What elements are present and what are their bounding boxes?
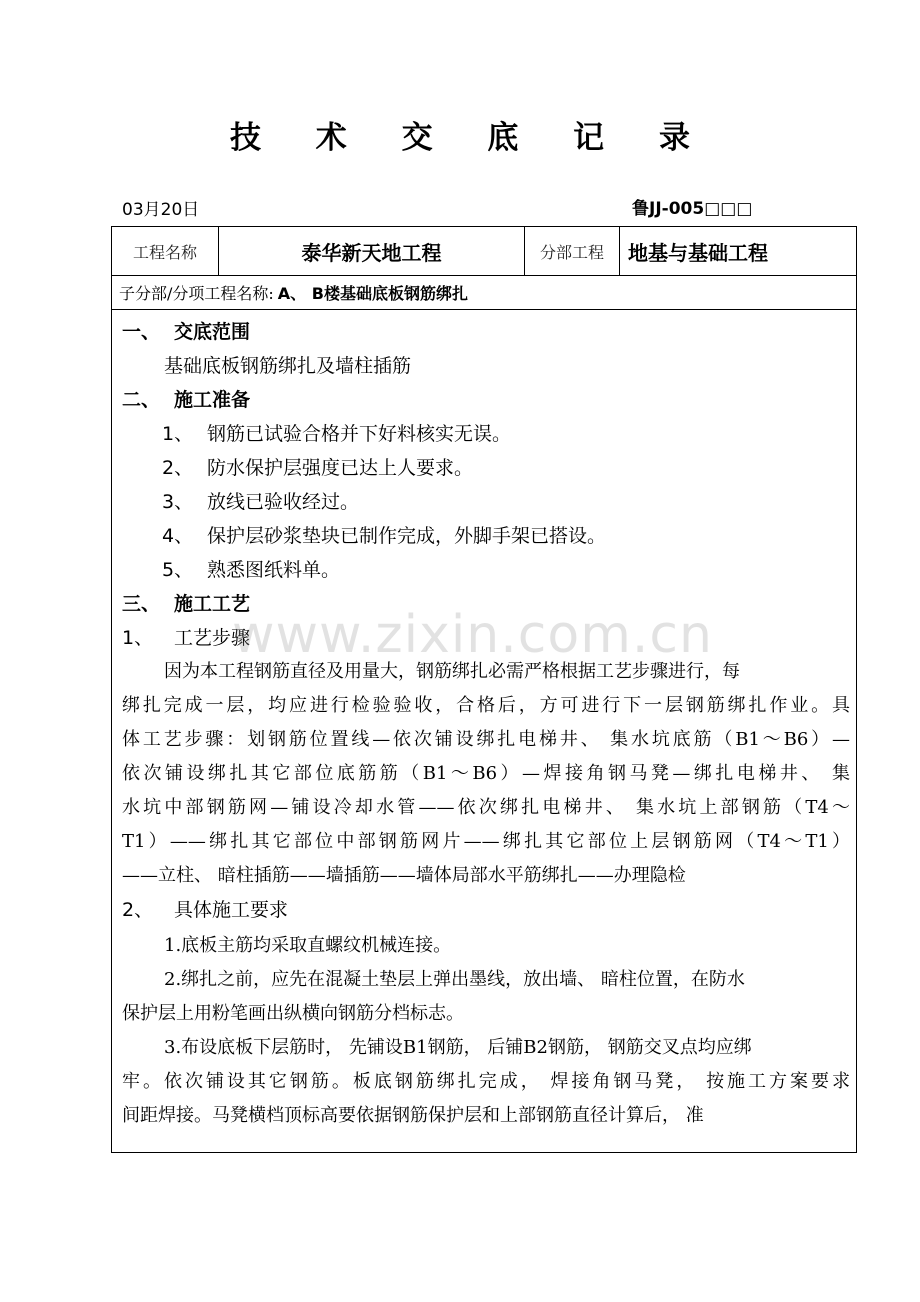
prep-item: 2、 防水保护层强度已达上人要求。 <box>162 457 474 479</box>
section-3-heading: 三、 施工工艺 <box>122 593 251 615</box>
section-1-text: 基础底板钢筋绑扎及墙柱插筋 <box>164 355 412 377</box>
date-text: 03月20日 <box>122 200 200 220</box>
process-paragraph-line: 绑扎完成一层，均应进行检验验收，合格后，方可进行下一层钢筋绑扎作业。具 <box>122 695 850 716</box>
subproject-label: 分部工程 <box>525 227 620 275</box>
record-table <box>111 226 857 1153</box>
prep-item: 1、 钢筋已试验合格并下好料核实无误。 <box>162 423 512 445</box>
document-number: 鲁JJ-005□□□ <box>632 199 753 219</box>
sub-item-label: 子分部/分项工程名称: <box>119 284 274 303</box>
section-1-heading: 一、 交底范围 <box>122 321 251 343</box>
requirement-line: 牢。依次铺设其它钢筋。板底钢筋绑扎完成， 焊接角钢马凳， 按施工方案要求 <box>122 1071 850 1092</box>
requirement-line: 间距焊接。马凳横档顶标高要依据钢筋保护层和上部钢筋直径计算后， 准 <box>122 1105 704 1126</box>
requirement-line: 1.底板主筋均采取直螺纹机械连接。 <box>164 935 452 956</box>
project-name-value: 泰华新天地工程 <box>219 227 525 275</box>
requirement-line: 保护层上用粉笔画出纵横向钢筋分档标志。 <box>122 1003 464 1024</box>
prep-item: 4、 保护层砂浆垫块已制作完成，外脚手架已搭设。 <box>162 525 607 547</box>
process-paragraph-line: 体工艺步骤：划钢筋位置线—依次铺设绑扎电梯井、 集水坑底筋（B1～B6）— <box>122 729 850 750</box>
process-paragraph-line: T1）——绑扎其它部位中部钢筋网片——绑扎其它部位上层钢筋网（T4～T1） <box>122 831 850 852</box>
document-title: 技 术 交 底 记 录 <box>230 120 712 156</box>
process-paragraph-line: 因为本工程钢筋直径及用量大，钢筋绑扎必需严格根据工艺步骤进行，每 <box>164 661 740 682</box>
project-name-label: 工程名称 <box>112 227 219 275</box>
requirement-line: 3.布设底板下层筋时， 先铺设B1钢筋， 后铺B2钢筋， 钢筋交叉点均应绑 <box>164 1037 752 1058</box>
process-steps-heading: 1、 工艺步骤 <box>122 627 251 649</box>
prep-item: 3、 放线已验收经过。 <box>162 491 360 513</box>
requirements-heading: 2、 具体施工要求 <box>122 899 289 921</box>
prep-item: 5、 熟悉图纸料单。 <box>162 559 341 581</box>
process-paragraph-line: 水坑中部钢筋网—铺设冷却水管——依次绑扎电梯井、 集水坑上部钢筋（T4～ <box>122 797 850 818</box>
sub-item-value: A、 B楼基础底板钢筋绑扎 <box>277 284 468 303</box>
section-2-heading: 二、 施工准备 <box>122 389 251 411</box>
process-paragraph-line: ——立柱、 暗柱插筋——墙插筋——墙体局部水平筋绑扎——办理隐检 <box>122 865 686 886</box>
watermark: www.zixin.com.cn <box>232 605 713 665</box>
process-paragraph-line: 依次铺设绑扎其它部位底筋筋（B1～B6）—焊接角钢马凳—绑扎电梯井、 集 <box>122 763 850 784</box>
requirement-line: 2.绑扎之前，应先在混凝土垫层上弹出墨线，放出墙、 暗柱位置，在防水 <box>164 969 745 990</box>
subproject-value: 地基与基础工程 <box>628 240 768 265</box>
header-row <box>112 227 856 276</box>
sub-item-row <box>112 276 856 310</box>
